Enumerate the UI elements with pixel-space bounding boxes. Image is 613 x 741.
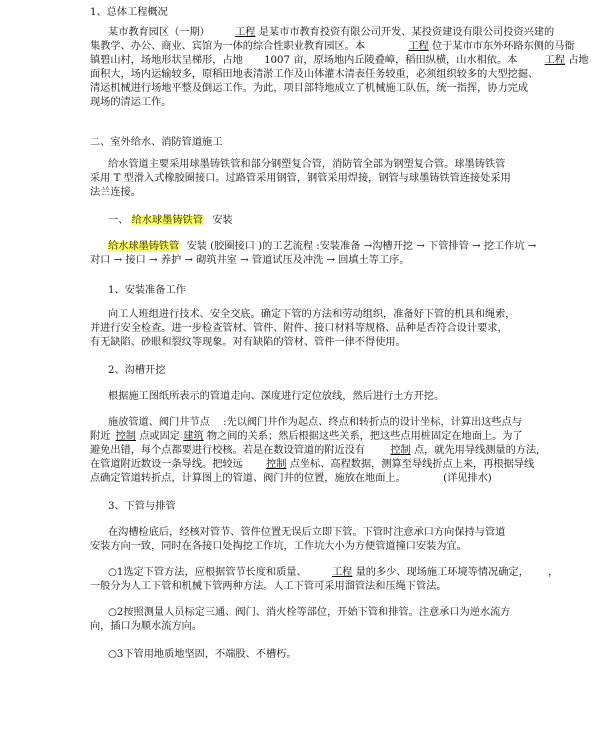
p5-line-1: ○1选定下管方法，应根据管节长度和质量、 工程 量的多少、现场施工环境等情况确定， ， — [108, 567, 559, 578]
s1-line-5: 清运机械进行场地平整及倒运工作。为此，项目部特地成立了机械施工队伍，统一指挥，协力完成 — [90, 83, 529, 94]
section-2-heading: 二、室外给水、消防管道施工 — [90, 137, 223, 148]
link-kongzhi[interactable]: 控制 — [266, 459, 287, 470]
highlight-text: 给水球墨铸铁管 — [131, 215, 203, 226]
s1-line-6: 现场的清运工作。 — [90, 97, 172, 108]
heading-1: 1、安装准备工作 — [108, 285, 186, 296]
p6-line-1: ○2按照测量人员标定三通、阀门、消火栓等部位，开始下管和排管。注意承口为逆水流方 — [108, 607, 511, 618]
heading-3: 3、下管与排管 — [108, 501, 176, 512]
p3-line-4: 在管道附近数设一条导线。把较远 控制 点坐标、高程数据，测算至导线折点上来，再根据导线 — [90, 459, 535, 470]
s1-line-3: 镇碧山村，场地形状呈梯形，占地 1007 亩，原场地内丘陵叠嶂，稻田纵横，山水相依。本 工程 占地 — [90, 55, 589, 66]
p5-line-2: 一般分为人工下管和机械下管两种方法。人工下管可采用溜管法和压绳下管法。 — [90, 581, 447, 592]
p2-line: 根据施工图纸所表示的管道走向、深度进行定位放线，然后进行土方开挖。 — [108, 391, 445, 402]
p4-line-1: 在沟槽检底后，经核对管节、管件位置无误后立即下管。下管时注意承口方向保持与管道 — [108, 527, 506, 538]
link-gongcheng[interactable]: 工程 — [235, 27, 256, 38]
s2-line-2: 采用 T 型滑入式橡胶圈接口。过路管采用钢管，钢管采用焊接，钢管与球墨铸铁管连接处采用 — [90, 173, 511, 184]
p1-line-1: 向工人班组进行技术、安全交底。确定下管的方法和劳动组织，准备好下管的机具和绳索， — [108, 309, 516, 320]
p3-line-5: 点确定管道转折点，计算图上的管道、阀门井的位置，施放在地面上。 (详见排水) — [90, 473, 492, 484]
subsection-1-heading: 一、 给水球墨铸铁管 安装 — [108, 215, 233, 226]
p7-line: ○3下管用地质地坚固，不端股、不槽朽。 — [108, 649, 297, 660]
s1-line-2: 集教学、办公、商业、宾馆为一体的综合性职业教育园区。本 工程 位于某市市东外环路东侧的马衙 — [90, 41, 575, 52]
p4-line-2: 安装方向一致，同时在各接口处掏挖工作坑，工作坑大小为方便管道撞口安装为宜。 — [90, 541, 467, 552]
link-gongcheng[interactable]: 工程 — [544, 55, 565, 66]
link-gongcheng[interactable]: 工程 — [332, 567, 353, 578]
cropped-header-line — [190, 0, 440, 2]
p3-line-3: 避免出错，每个点都要进行校核。若是在数设管道的附近没有 控制 点，就先用导线测量的方法, — [90, 445, 540, 456]
p6-line-2: 向，插口为顺水流方向。 — [90, 621, 203, 632]
s1-line-1: 某市教育园区（一期） 工程 是某市市教育投资有限公司开发、某投资建设有限公司投资兴建的 — [108, 27, 555, 38]
link-jianzhu[interactable]: 建筑 — [183, 431, 204, 442]
p3-line-2: 附近 控制 点或固定 建筑 物之间的关系；然后根据这些关系，把这些点用桩固定在地面上。为了 — [90, 431, 523, 442]
s1-line-4: 面积大，场内运输较多，原稻田地表清淤工作及山体灌木清表任务较重，必须组织较多的大型挖掘、 — [90, 69, 539, 80]
s2-line-1: 给水管道主要采用球墨铸铁管和部分钢塑复合管，消防管全部为钢塑复合管。球墨铸铁管 — [108, 159, 506, 170]
p1-line-3: 有无缺陷、砂眼和裂纹等现象。对有缺陷的管材、管件一律不得使用。 — [90, 337, 406, 348]
section-1-heading: 1、总体工程概况 — [90, 7, 168, 18]
flow-line-2: 对口 → 接口 → 养护 → 砌筑井室 → 管道试压及冲洗 → 回填土等工序。 — [90, 255, 410, 266]
p3-line-1: 施放管道、阀门井节点 :先以阀门井作为起点、终点和转折点的设计坐标，计算出这些点与 — [108, 417, 522, 428]
link-kongzhi[interactable]: 控制 — [115, 431, 136, 442]
highlight-text: 给水球墨铸铁管 — [108, 241, 180, 252]
flow-line-1: 给水球墨铸铁管 安装 (胶圈接口 )的工艺流程 :安装准备 →沟槽开挖 → 下管排管 → 挖工作坑 → — [108, 241, 537, 252]
link-kongzhi[interactable]: 控制 — [390, 445, 411, 456]
s2-line-3: 法兰连接。 — [90, 187, 141, 198]
link-gongcheng[interactable]: 工程 — [408, 41, 429, 52]
heading-2: 2、沟槽开挖 — [108, 365, 166, 376]
p1-line-2: 并进行安全检查。进一步检查管材、管件、附件、接口材料等规格、品种是否符合设计要求， — [90, 323, 508, 334]
